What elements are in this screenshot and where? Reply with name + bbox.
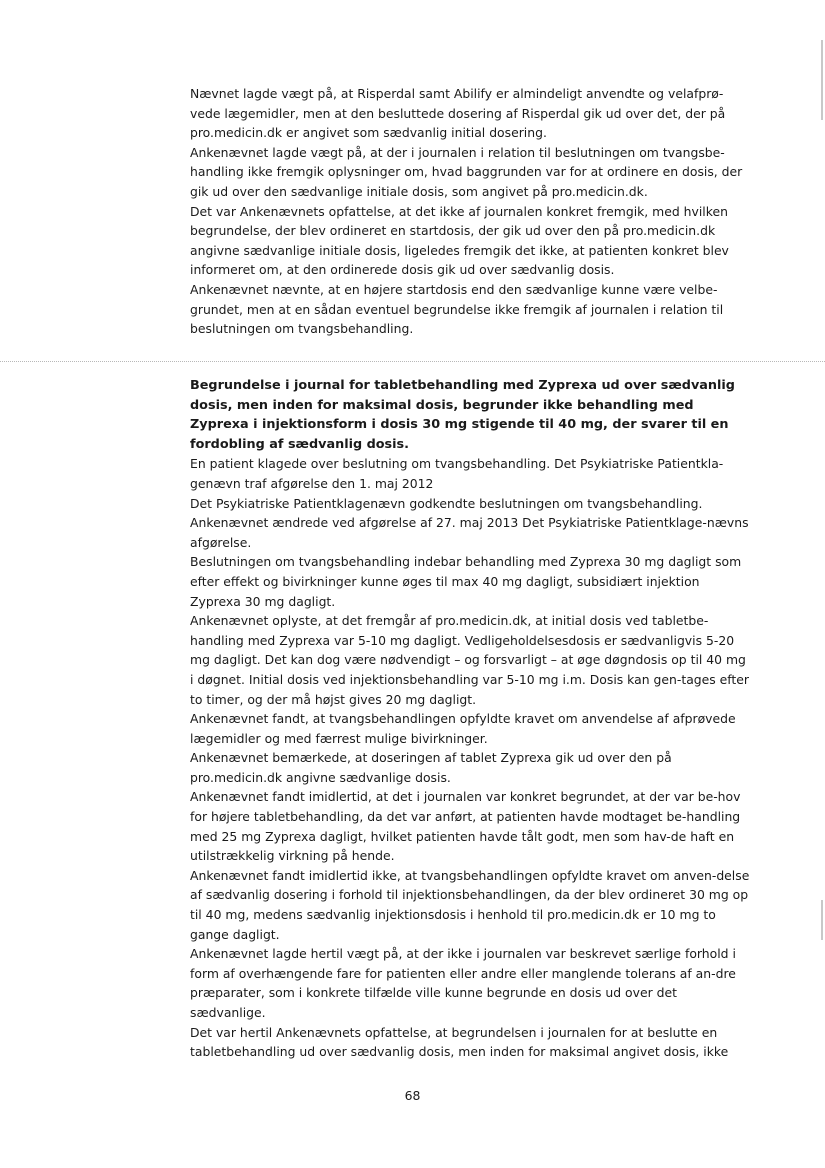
paragraph: Det Psykiatriske Patientklagenævn godkendte beslutningen om tvangsbehandling.	[190, 495, 703, 511]
paragraph: Ankenævnet bemærkede, at doseringen af tablet Zyprexa gik ud over den på pro.medicin.dk angivne sædvanlige dosis.	[190, 750, 672, 785]
paragraph: Beslutningen om tvangsbehandling indebar behandling med Zyprexa 30 mg dagligt som efter effekt og bivirkninger kunne øges til max 40 mg dagligt, subsidiært injektion Zyprexa 30 mg dagligt.	[190, 554, 742, 609]
paragraph: Ankenævnet lagde hertil vægt på, at der ikke i journalen var beskrevet særlige forhold i form af overhængende fare for patienten eller andre eller manglende tolerans af an-dre præparater, som i konkrete tilfælde ville kunne begrunde en dosis ud over det sædvanlige.	[190, 946, 736, 1020]
page-number: 68	[404, 1088, 421, 1103]
paragraph: Ankenævnet fandt imidlertid, at det i journalen var konkret begrundet, at der var be-hov for højere tabletbehandling, da det var anført, at patienten havde modtaget be-handling med 25 mg Zyprexa dagligt, hvilket patienten havde tålt godt, men som hav-de haft en utilstrækkelig virkning på hende.	[190, 789, 741, 864]
paragraph: Ankenævnet ændrede ved afgørelse af 27. maj 2013 Det Psykiatriske Patientklage-nævns afgørelse.	[190, 515, 749, 550]
section-decision-risperdal	[190, 84, 750, 339]
paragraph: Ankenævnet lagde vægt på, at der i journalen i relation til beslutningen om tvangsbe-handling ikke fremgik oplysninger om, hvad baggrunden var for at ordinere en dosis, der gik ud over den sædvanlige initiale dosis, som angivet på pro.medicin.dk.	[190, 144, 743, 199]
section-decision-zyprexa	[190, 376, 750, 1062]
scan-edge-mark	[821, 40, 823, 120]
paragraph: Nævnet lagde vægt på, at Risperdal samt Abilify er almindeligt anvendte og velafprø-vede lægemidler, men at den besluttede dosering af Risperdal gik ud over det, der på pro.medicin.dk er angivet som sædvanlig initial dosering.	[190, 86, 726, 141]
paragraph: Ankenævnet fandt, at tvangsbehandlingen opfyldte kravet om anvendelse af afprøvede lægemidler og med færrest mulige bivirkninger.	[190, 711, 736, 746]
paragraph: En patient klagede over beslutning om tvangsbehandling. Det Psykiatriske Patientkla-genævn traf afgørelse den 1. maj 2012	[190, 456, 724, 491]
paragraph: Det var Ankenævnets opfattelse, at det ikke af journalen konkret fremgik, med hvilken begrundelse, der blev ordineret en startdosis, der gik ud over den på pro.medicin.dk angivne sædvanlige initiale dosis, ligeledes fremgik det ikke, at patienten konkret blev informeret om, at den ordinerede dosis gik ud over sædvanlig dosis.	[190, 203, 729, 278]
scan-edge-mark	[821, 900, 823, 940]
section-heading: Begrundelse i journal for tabletbehandling med Zyprexa ud over sædvanlig dosis, men inden for maksimal dosis, begrunder ikke behandling med Zyprexa i injektionsform i dosis 30 mg stigende til 40 mg, der svarer til en fordobling af sædvanlig dosis.	[190, 378, 735, 452]
paragraph: Ankenævnet nævnte, at en højere startdosis end den sædvanlige kunne være velbe-grundet, men at en sådan eventuel begrundelse ikke fremgik af journalen i relation til beslutningen om tvangsbehandling.	[190, 281, 724, 337]
paragraph: Ankenævnet fandt imidlertid ikke, at tvangsbehandlingen opfyldte kravet om anven-delse af sædvanlig dosering i forhold til injektionsbehandlingen, da der blev ordineret 30 mg op til 40 mg, medens sædvanlig injektionsdosis i henhold til pro.medicin.dk er 10 mg to gange dagligt.	[190, 867, 750, 942]
paragraph: Ankenævnet oplyste, at det fremgår af pro.medicin.dk, at initial dosis ved tabletbe-handling med Zyprexa var 5-10 mg dagligt. Vedligeholdelsesdosis er sædvanligvis 5-20 mg dagligt. Det kan dog være nødvendigt – og forsvarligt – at øge døgndosis op til 40 mg i døgnet. Initial dosis ved injektionsbehandling var 5-10 mg i.m. Dosis kan gen-tages efter to timer, og der må højst gives 20 mg dagligt.	[190, 613, 750, 707]
paragraph: Det var hertil Ankenævnets opfattelse, at begrundelsen i journalen for at beslutte en tabletbehandling ud over sædvanlig dosis, men inden for maksimal angivet dosis, ikke	[190, 1024, 729, 1060]
section-divider	[0, 361, 825, 362]
